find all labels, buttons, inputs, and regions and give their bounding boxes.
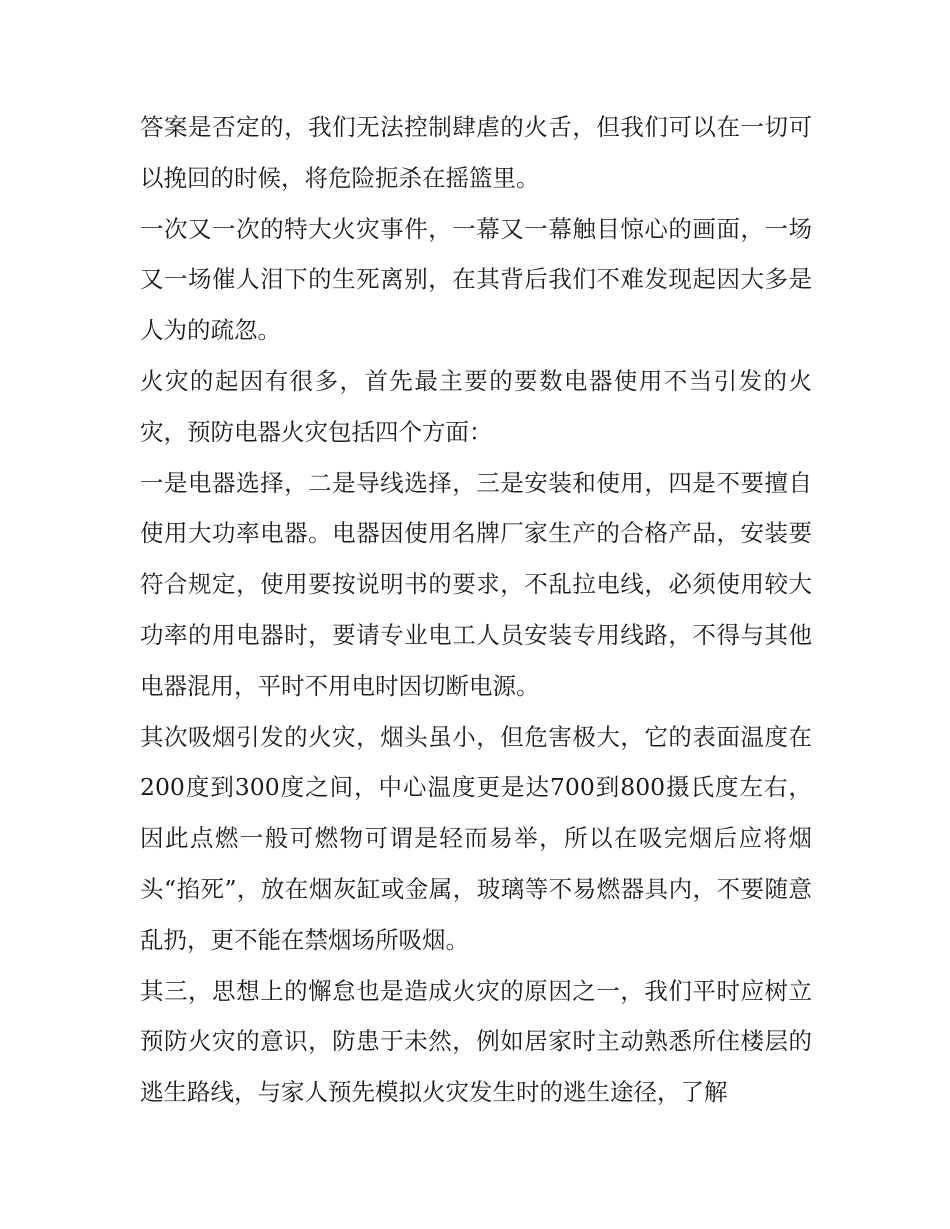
paragraph: 一是电器选择，二是导线选择，三是安装和使用，四是不要擅自使用大功率电器。电器因使用名牌厂家生产的合格产品，安装要符合规定，使用要按说明书的要求，不乱拉电线，必须使用较大功率的用电器时，要请专业电工人员安装专用线路，不得与其他电器混用，平时不用电时因切断电源。 <box>140 468 812 700</box>
paragraph: 答案是否定的，我们无法控制肆虐的火舌，但我们可以在一切可以挽回的时候，将危险扼杀在摇篮里。 <box>140 113 812 192</box>
paragraph: 一次又一次的特大火灾事件，一幕又一幕触目惊心的画面，一场又一场催人泪下的生死离别，在其背后我们不难发现起因大多是人为的疏忽。 <box>140 214 812 345</box>
paragraph: 其三，思想上的懈怠也是造成火灾的原因之一，我们平时应树立预防火灾的意识，防患于未然，例如居家时主动熟悉所住楼层的逃生路线，与家人预先模拟火灾发生时的逃生途径，了解 <box>140 976 812 1107</box>
paragraph: 火灾的起因有很多，首先最主要的要数电器使用不当引发的火灾，预防电器火灾包括四个方面： <box>140 366 812 446</box>
paragraph: 其次吸烟引发的火灾，烟头虽小，但危害极大，它的表面温度在200度到300度之间，中心温度更是达700到800摄氏度左右，因此点燃一般可燃物可谓是轻而易举，所以在吸完烟后应将烟头“掐死”，放在烟灰缸或金属，玻璃等不易燃器具内，不要随意乱扔，更不能在禁烟场所吸烟。 <box>140 722 812 954</box>
document-body <box>140 102 812 1118</box>
